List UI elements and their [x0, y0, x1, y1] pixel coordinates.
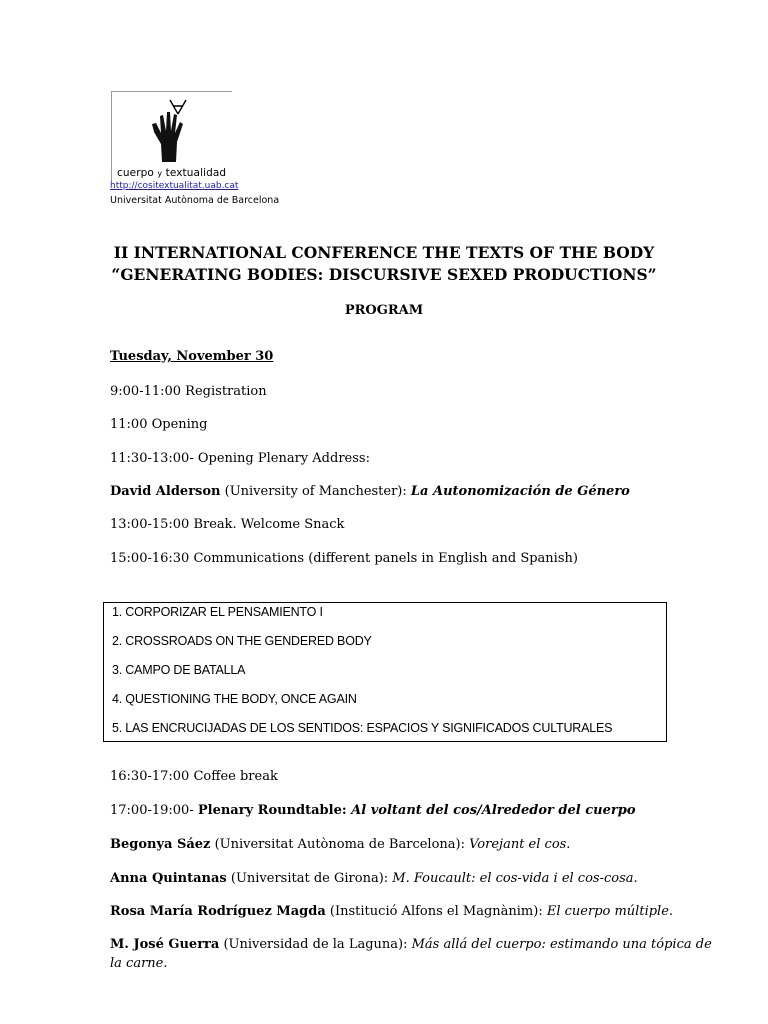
conference-logo — [111, 91, 232, 181]
panel-item: 4. QUESTIONING THE BODY, ONCE AGAIN — [112, 692, 357, 706]
schedule-roundtable: 17:00-19:00- Plenary Roundtable: Al voltant del cos/Alrededor del cuerpo — [110, 803, 636, 818]
schedule-opening: 11:00 Opening — [110, 417, 208, 432]
schedule-coffee: 16:30-17:00 Coffee break — [110, 769, 278, 784]
panel-item: 3. CAMPO DE BATALLA — [112, 663, 246, 677]
program-heading: PROGRAM — [344, 303, 424, 318]
speaker-affiliation: (University of Manchester): — [220, 484, 411, 499]
plenary-speaker — [110, 484, 630, 499]
talk-title-continuation: la carne. — [110, 956, 168, 971]
panel-item: 1. CORPORIZAR EL PENSAMIENTO I — [112, 605, 323, 619]
roundtable-speaker: Begonya Sáez (Universitat Autònoma de Barcelona): Vorejant el cos. — [110, 837, 571, 852]
day-heading: Tuesday, November 30 — [110, 349, 274, 364]
website-link[interactable]: http://cositextualitat.uab.cat — [110, 181, 239, 191]
conference-title-line2: “GENERATING BODIES: DISCURSIVE SEXED PRODUCTIONS” — [111, 265, 657, 284]
roundtable-speaker: M. José Guerra (Universidad de la Laguna): Más allá del cuerpo: estimando una tópica de — [110, 937, 712, 952]
schedule-registration: 9:00-11:00 Registration — [110, 384, 267, 399]
panels-box — [103, 602, 667, 742]
schedule-break: 13:00-15:00 Break. Welcome Snack — [110, 517, 345, 532]
logo-caption: cuerpo y textualidad — [117, 167, 227, 179]
conference-title-line1: II INTERNATIONAL CONFERENCE THE TEXTS OF THE BODY — [113, 243, 655, 262]
raised-hand-icon — [148, 98, 194, 168]
roundtable-speaker: Rosa María Rodríguez Magda (Institució Alfons el Magnànim): El cuerpo múltiple. — [110, 904, 674, 919]
speaker-name: David Alderson — [110, 484, 221, 499]
panel-item: 5. LAS ENCRUCIJADAS DE LOS SENTIDOS: ESPACIOS Y SIGNIFICADOS CULTURALES — [112, 721, 613, 735]
roundtable-speaker: Anna Quintanas (Universitat de Girona): M. Foucault: el cos-vida i el cos-cosa. — [110, 871, 638, 886]
panel-item: 2. CROSSROADS ON THE GENDERED BODY — [112, 634, 372, 648]
roundtable-title: Al voltant del cos/Alrededor del cuerpo — [351, 803, 636, 818]
talk-title: La Autonomización de Género — [410, 484, 630, 499]
schedule-communications: 15:00-16:30 Communications (different panels in English and Spanish) — [110, 551, 578, 566]
schedule-plenary-address: 11:30-13:00- Opening Plenary Address: — [110, 451, 370, 466]
university-name: Universitat Autònoma de Barcelona — [110, 195, 280, 206]
